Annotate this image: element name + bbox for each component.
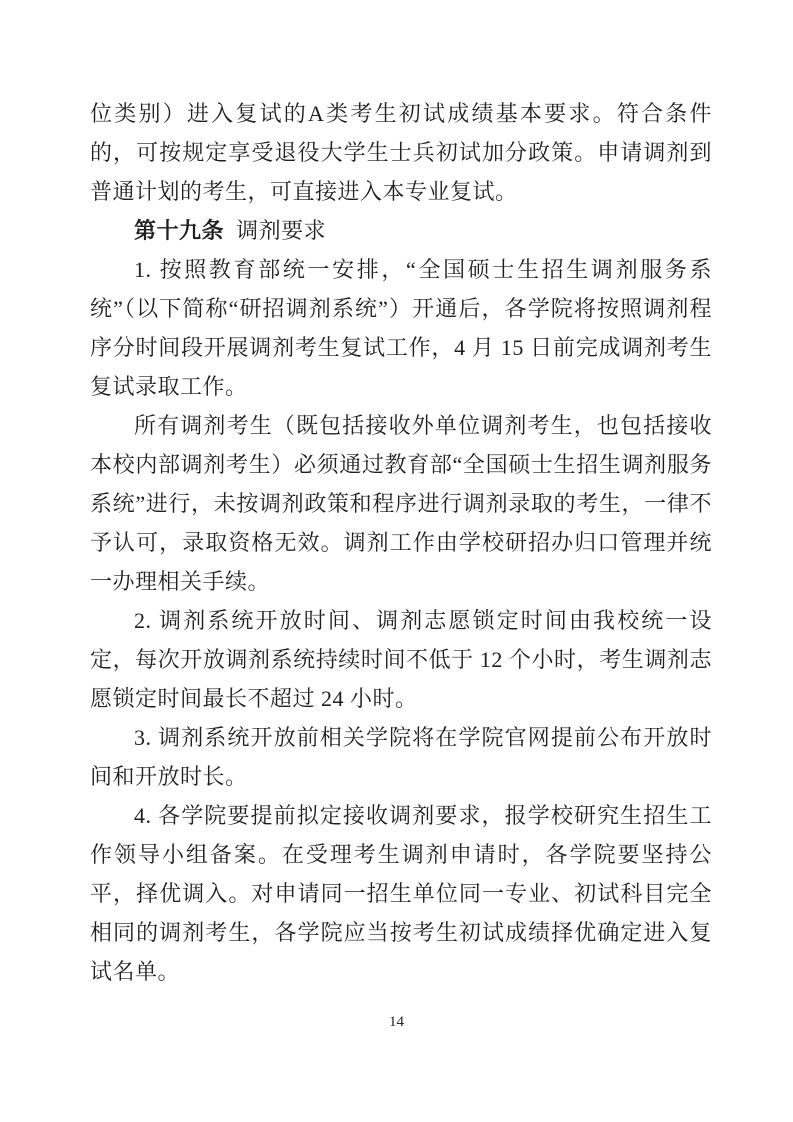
paragraph-item-3: 2. 调剂系统开放时间、调剂志愿锁定时间由我校统一设定，每次开放调剂系统持续时间不低于 12 个小时，考生调剂志愿锁定时间最长不超过 24 小时。: [90, 608, 712, 711]
paragraph-continuation: 位类别）进入复试的A类考生初试成绩基本要求。符合条件的，可按规定享受退役大学生士兵初试加分政策。申请调剂到普通计划的考生，可直接进入本专业复试。: [90, 101, 712, 204]
page-footer: [0, 1012, 793, 1032]
paragraph-item-1: 1. 按照教育部统一安排，“全国硕士生招生调剂服务系统”（以下简称“研招调剂系统”）开通后，各学院将按照调剂程序分时间段开展调剂考生复试工作，4 月 15 日前完成调剂考生复试录取工作。: [90, 257, 712, 399]
section-heading: [90, 211, 712, 250]
section-heading-title: 调剂要求: [236, 218, 327, 243]
section-heading-number: 第十九条: [134, 218, 225, 243]
paragraph-item-4: 3. 调剂系统开放前相关学院将在学院官网提前公布开放时间和开放时长。: [90, 725, 712, 789]
page-number: 14: [389, 1014, 404, 1030]
document-body: [90, 94, 712, 991]
paragraph-item-5: 4. 各学院要提前拟定接收调剂要求，报学校研究生招生工作领导小组备案。在受理考生调剂申请时，各学院要坚持公平，择优调入。对申请同一招生单位同一专业、初试科目完全相同的调剂考生，各学院应当按考生初试成绩择优确定进入复试名单。: [90, 803, 712, 984]
paragraph-item-2: 所有调剂考生（既包括接收外单位调剂考生，也包括接收本校内部调剂考生）必须通过教育部“全国硕士生招生调剂服务系统”进行，未按调剂政策和程序进行调剂录取的考生，一律不予认可，录取资格无效。调剂工作由学校研招办归口管理并统一办理相关手续。: [90, 413, 712, 594]
